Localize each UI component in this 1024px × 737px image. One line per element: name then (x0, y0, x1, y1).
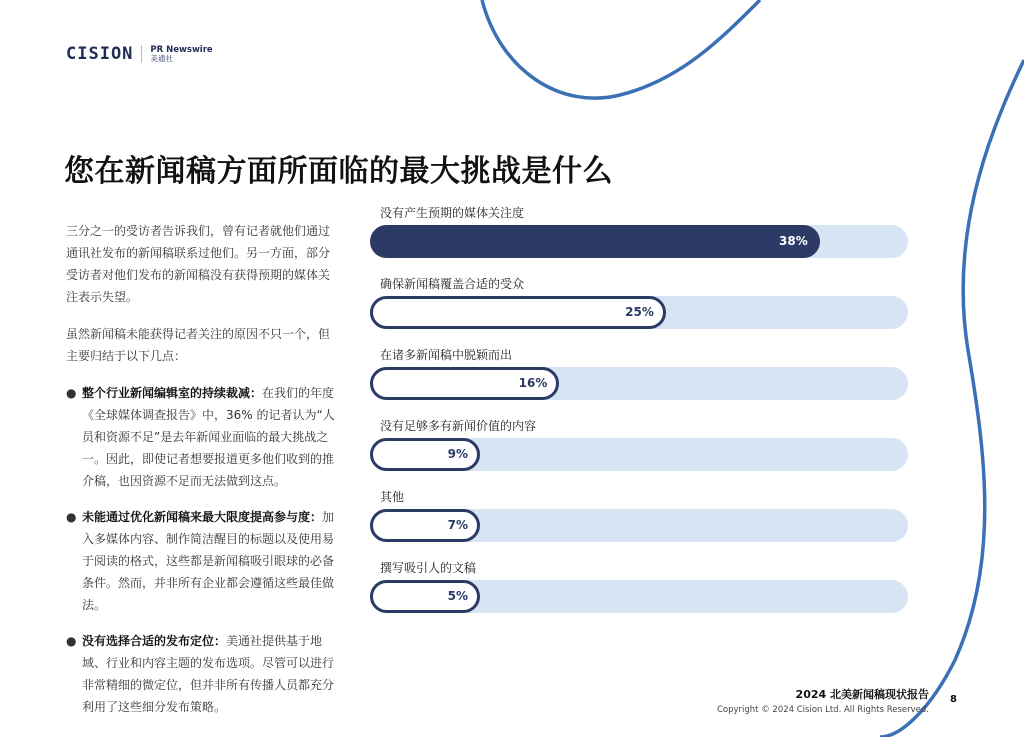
bullet-text: 加入多媒体内容、制作简洁醒目的标题以及使用易于阅读的格式，这些都是新闻稿吸引眼球的必备条件。然而，并非所有企业都会遵循这些最佳做法。 (82, 510, 335, 612)
bullet-heading: 整个行业新闻编辑室的持续裁减： (82, 386, 263, 400)
bar-category-label: 没有产生预期的媒体关注度 (380, 206, 525, 220)
intro-text (66, 220, 340, 732)
page-title: 您在新闻稿方面所面临的最大挑战是什么 (64, 154, 613, 189)
bullet-icon: ● (66, 386, 77, 400)
report-title: 2024 北美新闻稿现状报告 (795, 688, 929, 701)
cision-logo: CISION (66, 44, 134, 64)
bullet-icon: ● (66, 510, 77, 524)
bullet-text: 美通社提供基于地域、行业和内容主题的发布选项。尽管可以进行非常精细的微定位，但并非所有传播人员都充分利用了这些细分发布策略。 (82, 634, 335, 714)
logo-divider (141, 45, 142, 63)
pr-newswire-logo (150, 46, 212, 63)
brand-logo (66, 44, 213, 64)
bar-value-label: 25% (625, 305, 654, 319)
reasons-list (66, 382, 340, 718)
bullet-heading: 未能通过优化新闻稿来最大限度提高参与度： (82, 510, 323, 524)
bullet-text: 在我们的年度《全球媒体调查报告》中，36% 的记者认为“人员和资源不足”是去年新闻业面临的最大挑战之一。因此，即使记者想要报道更多他们收到的推介稿，也因资源不足而无法做到这点。 (82, 386, 335, 488)
top-curve (482, 0, 760, 98)
pr-newswire-name: PR Newswire (150, 44, 213, 55)
page-number: 8 (950, 694, 957, 705)
bar-value-label: 9% (447, 447, 468, 461)
bar-value-label: 7% (447, 518, 468, 532)
bar-category-label: 确保新闻稿覆盖合适的受众 (380, 277, 525, 291)
bar-category-label: 撰写吸引人的文稿 (380, 561, 477, 575)
bullet-icon: ● (66, 634, 77, 648)
footer (717, 686, 929, 715)
intro-paragraph: 三分之一的受访者告诉我们，曾有记者就他们通过通讯社发布的新闻稿联系过他们。另一方面，部分受访者对他们发布的新闻稿没有获得预期的媒体关注表示失望。 (66, 224, 331, 304)
list-item (66, 382, 340, 492)
challenges-bar-chart (370, 200, 910, 630)
bar-category-label: 其他 (380, 490, 405, 504)
list-item (66, 506, 340, 616)
bar-value-label: 5% (447, 589, 468, 603)
bullet-heading: 没有选择合适的发布定位： (82, 634, 227, 648)
bar-category-label: 在诸多新闻稿中脱颖而出 (380, 348, 513, 362)
copyright-text: Copyright © 2024 Cision Ltd. All Rights Reserved. (716, 705, 929, 715)
bar-value-label: 38% (779, 234, 808, 248)
pr-newswire-cn-name: 美通社 (150, 53, 173, 63)
intro-paragraph: 虽然新闻稿未能获得记者关注的原因不只一个，但主要归结于以下几点： (66, 327, 331, 363)
list-item (66, 630, 340, 718)
bar-value-label: 16% (518, 376, 548, 390)
bar-category-label: 没有足够多有新闻价值的内容 (380, 419, 537, 433)
